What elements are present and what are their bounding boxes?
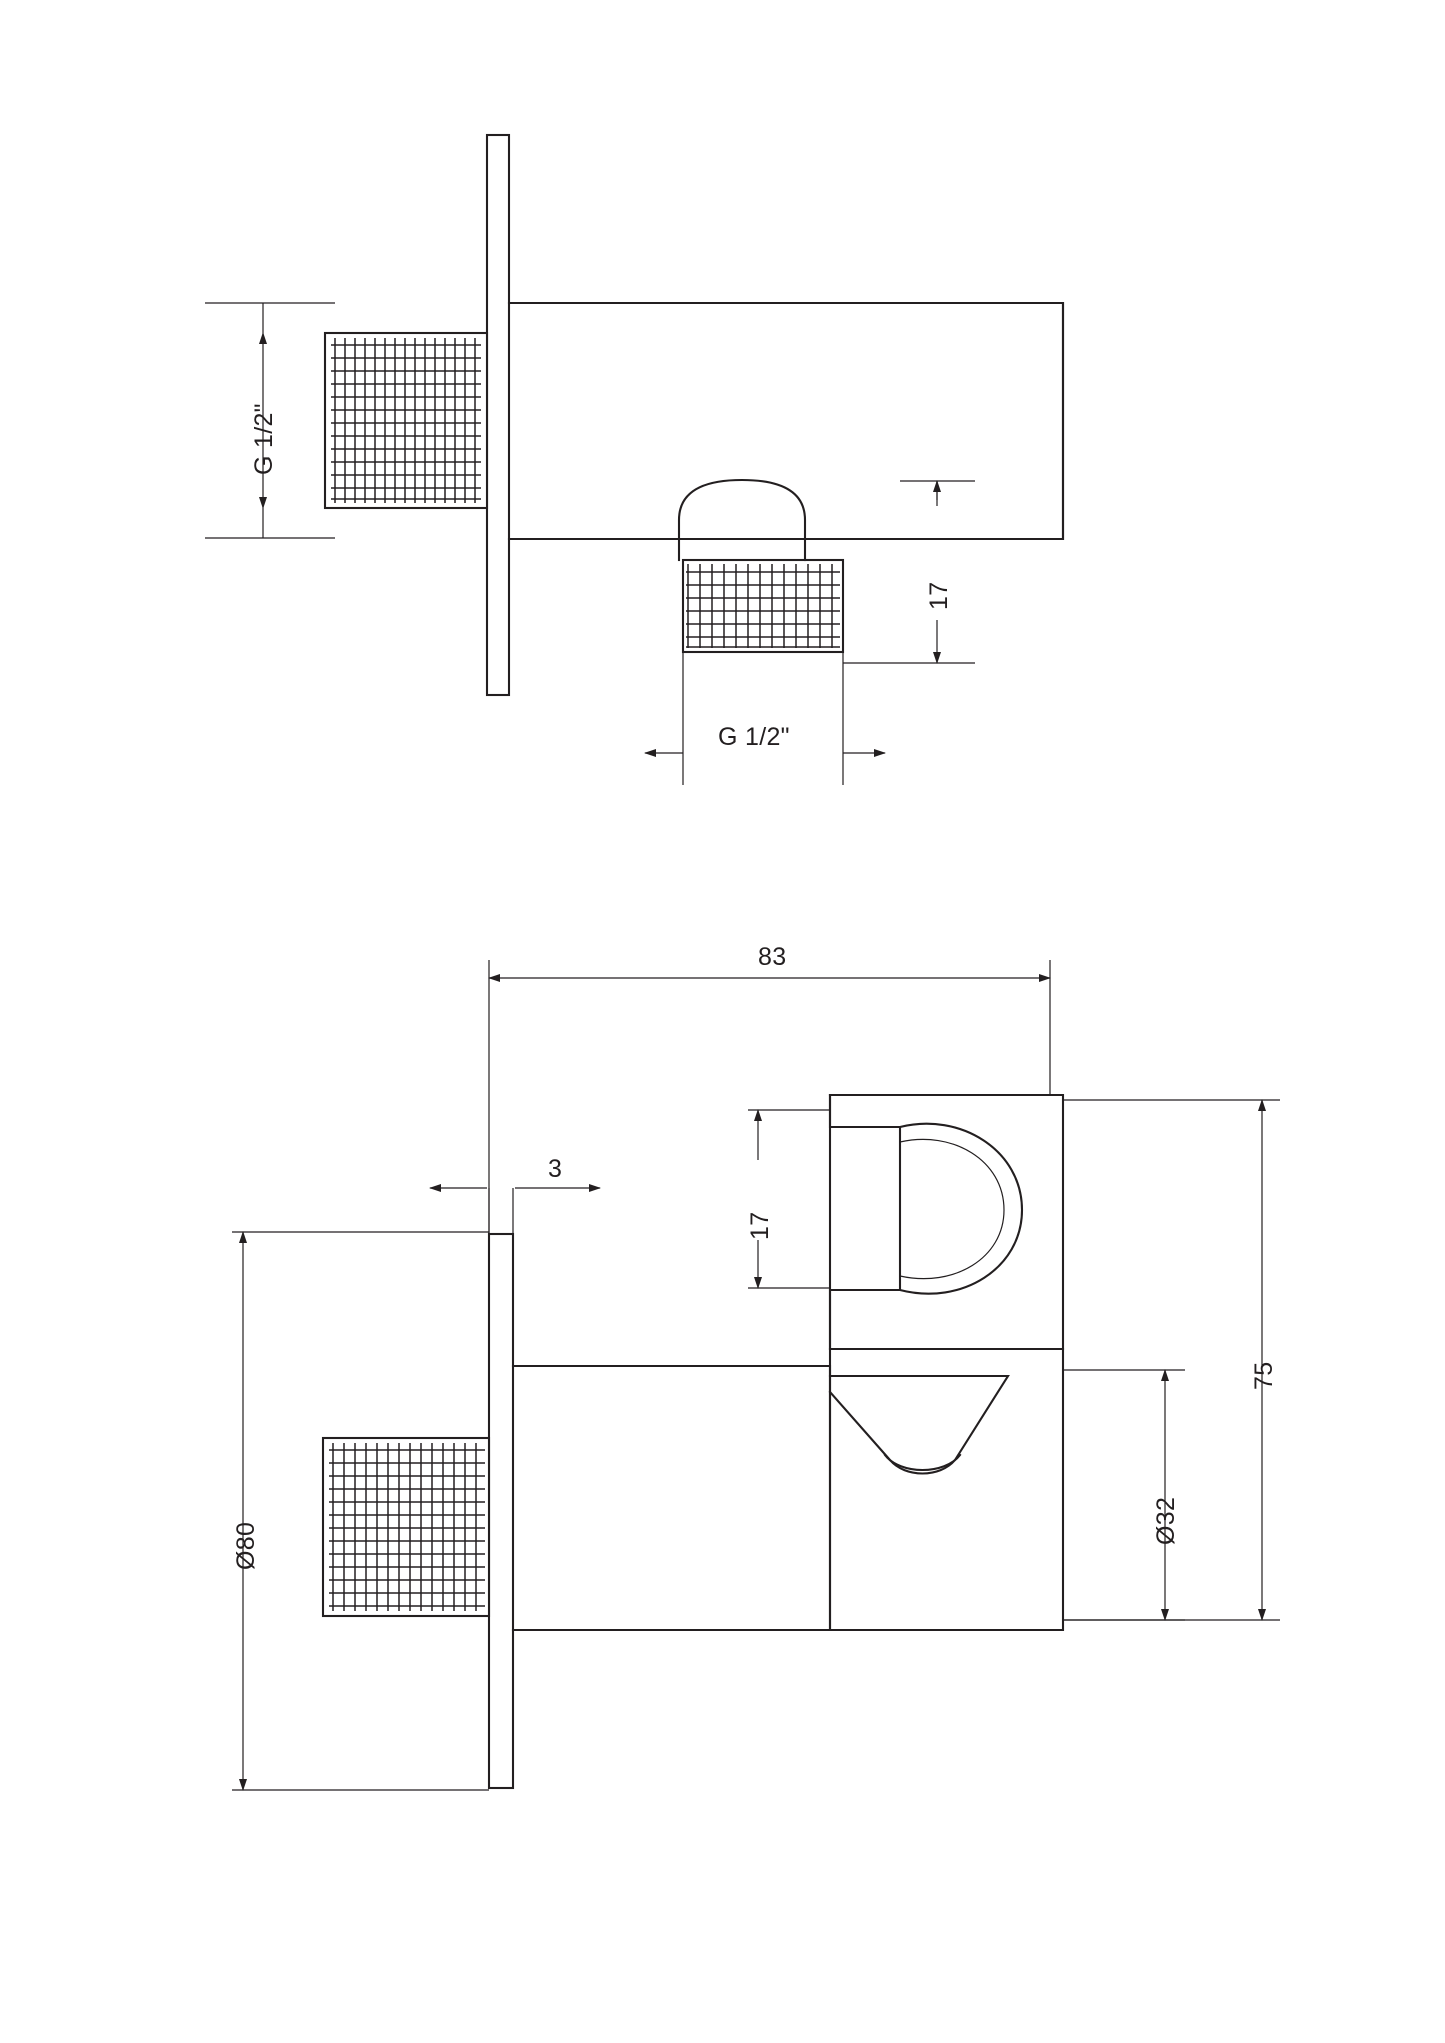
dim-label-83: 83 xyxy=(758,943,787,971)
dim-label-3: 3 xyxy=(548,1155,563,1183)
side-view-dimensions xyxy=(232,960,1280,1790)
dim-label-diameter-32: Ø32 xyxy=(1152,1496,1180,1545)
side-view-geometry xyxy=(323,1095,1063,1788)
dim-label-g-half-bottom: G 1/2" xyxy=(718,723,790,751)
dim-label-g-half-left: G 1/2" xyxy=(250,403,278,475)
top-view-dimensions xyxy=(205,303,975,785)
dim-label-17-top-view: 17 xyxy=(925,581,953,610)
top-view-geometry xyxy=(325,135,1063,695)
dim-label-17-side-view: 17 xyxy=(746,1211,774,1240)
dim-label-diameter-80: Ø80 xyxy=(232,1521,260,1570)
dim-label-75: 75 xyxy=(1250,1361,1278,1390)
